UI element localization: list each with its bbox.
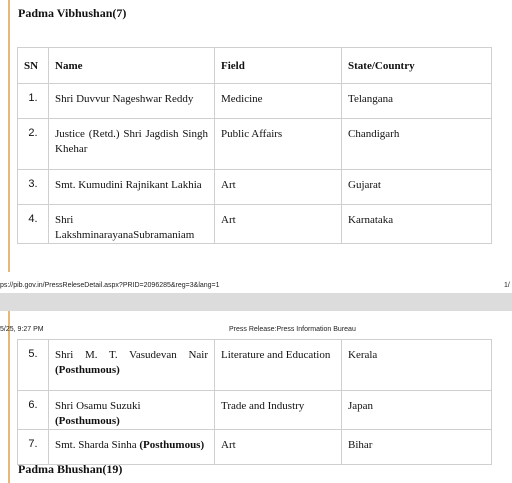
posthumous-tag: (Posthumous) (139, 439, 205, 451)
section-heading-padma-bhushan: Padma Bhushan(19) (18, 462, 123, 476)
table-row (18, 430, 492, 465)
posthumous-tag: (Posthumous) (55, 415, 120, 427)
header-state-country: State/Country (342, 48, 492, 84)
cell-field: Art (215, 430, 342, 465)
cell-name: Shri Duvvur Nageshwar Reddy (49, 84, 215, 119)
cell-field: Art (215, 170, 342, 205)
table-row (18, 205, 492, 244)
name-text: Smt. Sharda Sinha (55, 439, 137, 451)
section-heading-padma-vibhushan: Padma Vibhushan(7) (18, 6, 127, 20)
cell-sn: 3. (18, 170, 49, 205)
margin-rule (8, 0, 10, 272)
cell-sn: 7. (18, 430, 49, 465)
cell-state: Chandigarh (342, 119, 492, 170)
cell-name: Smt. Kumudini Rajnikant Lakhia (49, 170, 215, 205)
print-header-time: 5/25, 9:27 PM (0, 326, 44, 333)
margin-rule (8, 311, 10, 483)
document-page-2 (0, 311, 512, 483)
name-line: Khehar (55, 143, 88, 155)
cell-sn: 2. (18, 119, 49, 170)
cell-sn: 6. (18, 391, 49, 430)
cell-sn: 1. (18, 84, 49, 119)
print-header-title: Press Release:Press Information Bureau (229, 326, 356, 333)
header-name: Name (49, 48, 215, 84)
cell-field: Public Affairs (215, 119, 342, 170)
table-header-row (18, 48, 492, 84)
name-text: Shri Osamu Suzuki (55, 400, 141, 412)
cell-field: Literature and Education (215, 340, 342, 391)
name-line: Justice (Retd.) Shri Jagdish Singh (55, 128, 208, 140)
posthumous-tag: (Posthumous) (55, 364, 120, 376)
cell-name (49, 119, 215, 170)
name-line: Shri M. T. Vasudevan Nair (55, 349, 208, 361)
table-row (18, 170, 492, 205)
table-row (18, 119, 492, 170)
cell-sn: 4. (18, 205, 49, 244)
print-footer-url: ps://pib.gov.in/PressReleseDetail.aspx?PRID=2096285&reg=3&lang=1 (0, 282, 220, 289)
cell-state: Japan (342, 391, 492, 430)
cell-state: Karnataka (342, 205, 492, 244)
cell-name (49, 340, 215, 391)
cell-name (49, 430, 215, 465)
cell-state: Gujarat (342, 170, 492, 205)
page-separator (0, 293, 512, 311)
cell-state: Telangana (342, 84, 492, 119)
cell-name (49, 391, 215, 430)
table-row (18, 84, 492, 119)
awardees-table (17, 47, 492, 244)
cell-name: Shri LakshminarayanaSubramaniam (49, 205, 215, 244)
cell-field: Trade and Industry (215, 391, 342, 430)
header-field: Field (215, 48, 342, 84)
cell-field: Medicine (215, 84, 342, 119)
cell-field: Art (215, 205, 342, 244)
header-sn: SN (18, 48, 49, 84)
print-footer-page: 1/ (504, 282, 510, 289)
table-row (18, 391, 492, 430)
table-row (18, 340, 492, 391)
awardees-table-continued (17, 339, 492, 465)
cell-state: Bihar (342, 430, 492, 465)
cell-sn: 5. (18, 340, 49, 391)
cell-state: Kerala (342, 340, 492, 391)
